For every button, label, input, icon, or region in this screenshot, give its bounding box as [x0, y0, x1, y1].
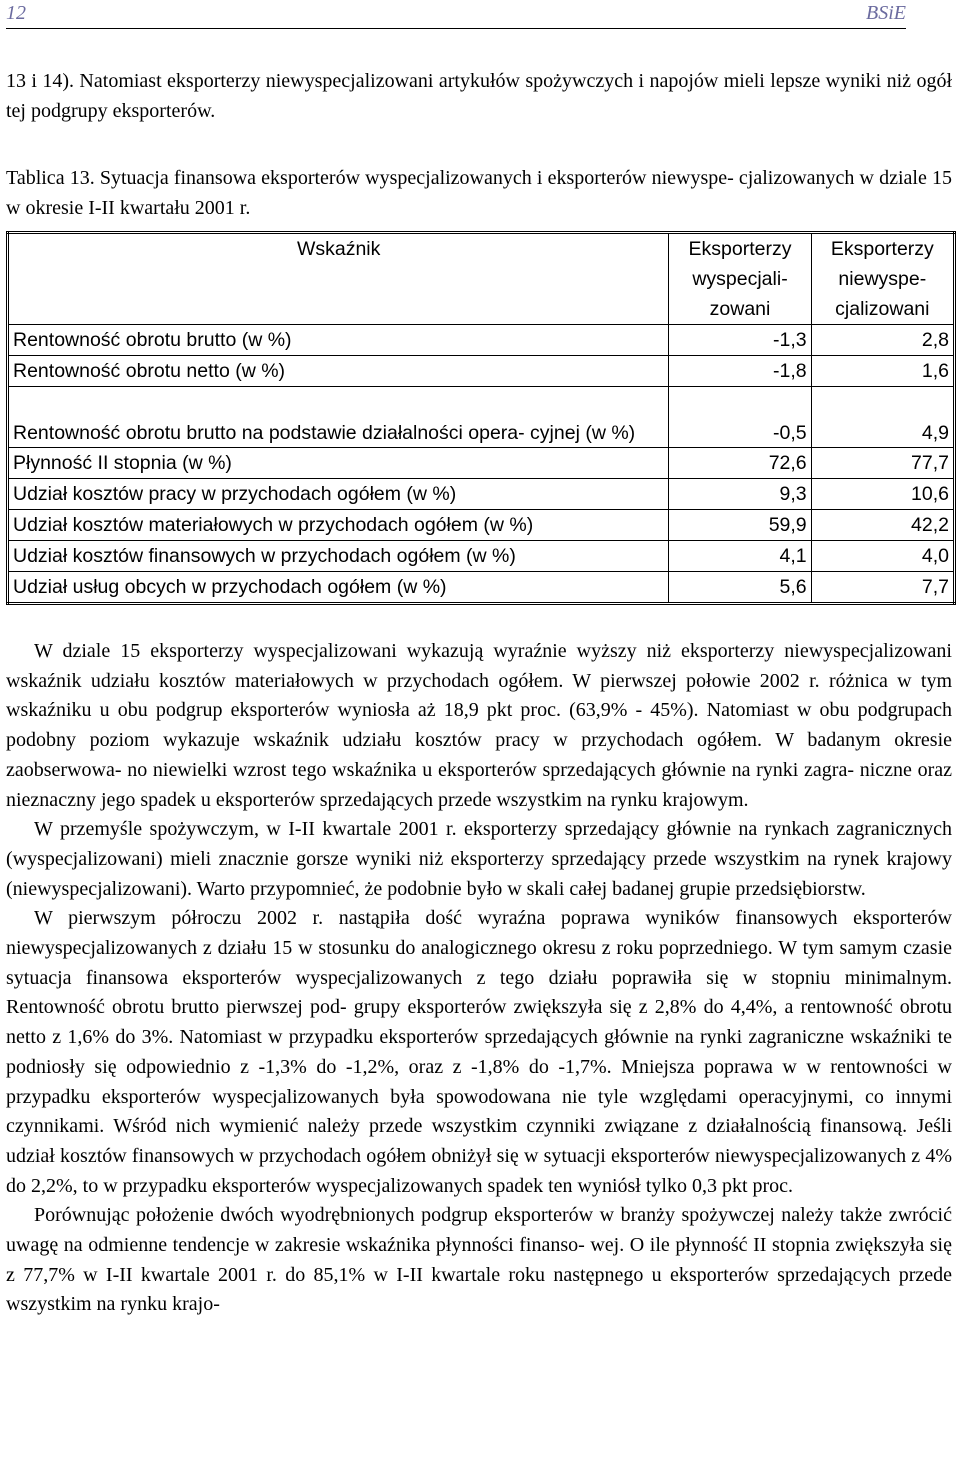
table-row: [8, 510, 955, 541]
row-label: Płynność II stopnia (w %): [8, 448, 669, 479]
body-paragraph: W pierwszym półroczu 2002 r. nastąpiła dość wyraźna poprawa wyników finansowych eksporterów niewyspecjalizowanych z działu 15 w stosunku do analogicznego okresu z roku poprzedniego. W tym samym czasie sytuacja finansowa eksporterów wyspecjalizowanych z tego działu poprawiła się w stopniu minimalnym. Rentowność obrotu brutto pierwszej pod- grupy eksporterów zwiększyła się z 2,8% do 4,4%, a rentowność obrotu netto z 1,6% do 3%. Natomiast w przypadku eksporterów sprzedających głównie na rynki zagraniczne wskaźniki te podniosły się odpowiednio z -1,3% do -1,2%, oraz z -1,8% do -1,7%. Mniejsza poprawa w w rentowności w przypadku eksporterów wyspecjalizowanych była spowodowana nie tyle względami operacyjnymi, co innymi czynnikami. Wśród nich wymienić należy przede wszystkim czynniki związane z działalnością finansową. Jeśli udział kosztów finansowych w przychodach ogółem obniżył się w sytuacji eksporterów niewyspecjalizowanych z 4% do 2,2%, to w przypadku eksporterów wyspecjalizowanych spadek ten wyniósł tylko 0,3 pkt proc.: [6, 907, 952, 1197]
value-specialized: 59,9: [669, 510, 811, 541]
value-non-specialized: 77,7: [811, 448, 954, 479]
body-paragraph: W przemyśle spożywczym, w I-II kwartale 2001 r. eksporterzy sprzedający głównie na rynkach zagranicznych (wyspecjalizowani) mieli znacznie gorsze wyniki niż eksporterzy sprzedający przede wszystkim na rynek krajowy (niewyspecjalizowani). Warto przypomnieć, że podobnie było w skali całej badanej grupie przedsiębiorstw.: [6, 818, 952, 900]
value-non-specialized: 4,0: [811, 541, 954, 572]
value-specialized: -0,5: [669, 387, 811, 448]
row-label: Udział kosztów materiałowych w przychodach ogółem (w %): [8, 510, 669, 541]
value-non-specialized: 10,6: [811, 479, 954, 510]
value-non-specialized: 2,8: [811, 325, 954, 356]
page-header: [6, 2, 906, 26]
row-label: Udział kosztów finansowych w przychodach ogółem (w %): [8, 541, 669, 572]
body-paragraph: W dziale 15 eksporterzy wyspecjalizowani wykazują wyraźnie wyższy niż eksporterzy niewyspecjalizowani wskaźnik udziału kosztów materiałowych w przychodach ogółem. W pierwszej połowie 2002 r. różnica w tym wskaźniku u obu podgrup eksporterów wyniosła aż 18,9 pkt proc. (63,9% - 45%). Natomiast w obu podgrupach podobny poziom wykazuje wskaźnik udziału kosztów pracy w przychodach ogółem. W badanym okresie zaobserwowa- no niewielki wzrost tego wskaźnika u eksporterów sprzedających głównie na rynki zagra- niczne oraz nieznaczny jego spadek u eksporterów sprzedających przede wszystkim na rynku krajowym.: [6, 640, 952, 811]
body-paragraph: Porównując położenie dwóch wyodrębnionych podgrup eksporterów w branży spożywczej należy także zwrócić uwagę na odmienne tendencje w zakresie wskaźnika płynności finanso- wej. O ile płynność II stopnia zwiększyła się z 77,7% w I-II kwartale 2001 r. do 85,1% w I-II kwartale roku następnego u eksporterów sprzedających przede wszystkim na rynku krajo-: [6, 1204, 952, 1316]
value-specialized: 9,3: [669, 479, 811, 510]
header-specialized: Eksporterzy wyspecjali- zowani: [669, 233, 811, 325]
table-row: [8, 325, 955, 356]
table-header-row: [8, 233, 955, 325]
table-caption: Tablica 13. Sytuacja finansowa eksporterów wyspecjalizowanych i eksporterów niewyspe- cjalizowanych w dziale 15 w okresie I-II kwartału 2001 r.: [6, 167, 952, 219]
header-indicator: Wskaźnik: [8, 233, 669, 325]
table-row: [8, 356, 955, 387]
value-non-specialized: 7,7: [811, 572, 954, 604]
intro-paragraph: 13 i 14). Natomiast eksporterzy niewyspecjalizowani artykułów spożywczych i napojów mieli lepsze wyniki niż ogół tej podgrupy eksporterów.: [6, 70, 952, 122]
table-row: [8, 479, 955, 510]
value-specialized: -1,8: [669, 356, 811, 387]
value-specialized: -1,3: [669, 325, 811, 356]
body-text: [6, 637, 952, 1320]
table-row: [8, 387, 955, 448]
value-non-specialized: 1,6: [811, 356, 954, 387]
row-label: Rentowność obrotu brutto na podstawie działalności opera- cyjnej (w %): [8, 387, 669, 448]
table-row: [8, 541, 955, 572]
value-non-specialized: 4,9: [811, 387, 954, 448]
table-row: [8, 448, 955, 479]
value-specialized: 5,6: [669, 572, 811, 604]
row-label: Rentowność obrotu brutto (w %): [8, 325, 669, 356]
table-row: [8, 572, 955, 604]
page-number: 12: [6, 2, 26, 24]
financial-table: [6, 231, 956, 605]
row-label: Udział kosztów pracy w przychodach ogółem (w %): [8, 479, 669, 510]
value-specialized: 72,6: [669, 448, 811, 479]
row-label: Udział usług obcych w przychodach ogółem (w %): [8, 572, 669, 604]
header-rule: [6, 28, 906, 29]
value-specialized: 4,1: [669, 541, 811, 572]
journal-name: BSiE: [866, 2, 906, 24]
value-non-specialized: 42,2: [811, 510, 954, 541]
header-non-specialized: Eksporterzy niewyspe- cjalizowani: [811, 233, 954, 325]
row-label: Rentowność obrotu netto (w %): [8, 356, 669, 387]
